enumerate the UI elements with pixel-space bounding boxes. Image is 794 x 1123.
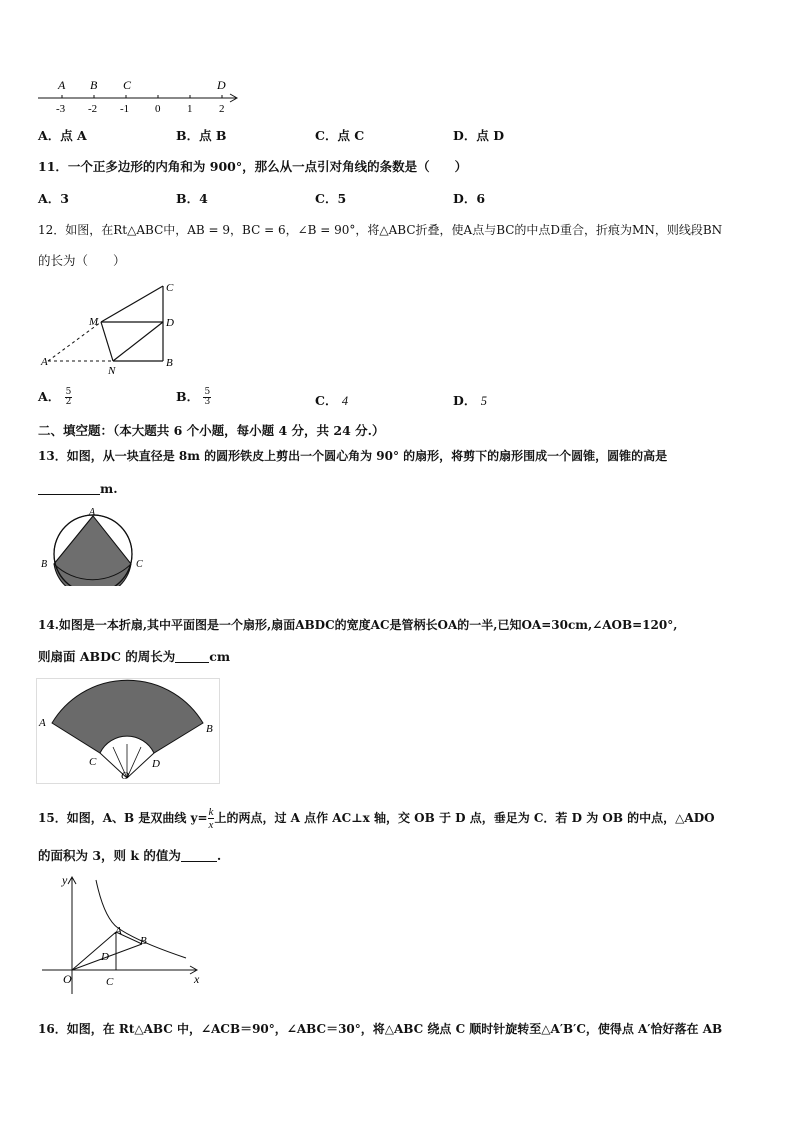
- point-label-d: D: [217, 78, 226, 92]
- q13-label-c: C: [136, 559, 143, 570]
- q13-unit: m.: [100, 481, 118, 496]
- q11-option-d: D．6: [453, 191, 486, 206]
- q14-label-a: A: [39, 717, 46, 729]
- q14-blank: [175, 650, 209, 663]
- q12-label-c: C: [166, 282, 174, 294]
- tick-label: 1: [187, 103, 193, 115]
- q11-text: 11．一个正多边形的内角和为 900°，那么从一点引对角线的条数是（ ）: [38, 159, 468, 174]
- point-label-a: A: [58, 78, 66, 92]
- fraction-denominator: 3: [204, 397, 211, 407]
- q12-option-c-value: 4: [341, 394, 349, 408]
- q15-hyperbola-figure: [38, 870, 208, 996]
- tick-label: 0: [155, 103, 161, 115]
- q14-label-c: C: [89, 756, 97, 768]
- q12-option-d: [453, 391, 487, 409]
- q12-option-d-prefix: D．: [453, 393, 477, 408]
- q15-label-y: y: [62, 873, 68, 887]
- q12-label-d: D: [166, 317, 174, 329]
- fraction-denominator: 2: [65, 397, 72, 407]
- fraction-denominator: x: [208, 819, 214, 831]
- q15-prefix: 15．如图，A、B 是双曲线 y=: [38, 811, 208, 825]
- q13-answer-line: [38, 481, 118, 496]
- q12-triangle-figure: [38, 278, 188, 376]
- q11-option-b: B．4: [176, 191, 208, 206]
- q15-blank: [181, 849, 217, 862]
- section-title: 二、填空题：（本大题共 6 个小题，每小题 4 分，共 24 分.）: [38, 423, 385, 438]
- q10-option-c: C．点 C: [315, 128, 365, 143]
- tick-label: -2: [88, 103, 98, 115]
- q12-option-a-prefix: A．: [38, 389, 61, 404]
- point-label-b: B: [90, 78, 98, 92]
- q15-label-x: x: [194, 972, 200, 986]
- q13-text: 13．如图，从一块直径是 8m 的圆形铁皮上剪出一个圆心角为 90° 的扇形，将剪下的扇形围成一个圆锥，圆锥的高是: [38, 449, 668, 463]
- q12-option-b: [176, 387, 211, 407]
- q15-text: [38, 806, 715, 831]
- q14-text-line2: [38, 647, 230, 665]
- q15-label-d: D: [101, 951, 109, 963]
- q12-option-c: [315, 391, 348, 409]
- q14-unit: cm: [209, 649, 231, 664]
- q15-label-o: O: [63, 972, 72, 986]
- number-line-figure: [34, 74, 244, 116]
- q14-line2-prefix: 则扇面 ABDC 的周长为: [38, 649, 176, 664]
- q14-label-b: B: [206, 723, 213, 735]
- q12-option-c-prefix: C．: [315, 393, 338, 408]
- q13-label-a: A: [89, 507, 96, 518]
- q15-label-b: B: [140, 935, 147, 947]
- q15-label-a: A: [115, 925, 122, 937]
- point-label-c: C: [123, 78, 132, 92]
- tick-label: 2: [219, 103, 225, 115]
- tick-label: -1: [120, 103, 130, 115]
- q12-option-b-prefix: B．: [176, 389, 200, 404]
- q12-label-b: B: [166, 357, 173, 369]
- fraction-numerator: 5: [65, 387, 72, 397]
- q12-label-a: A: [41, 356, 48, 368]
- q15-line2-text: 的面积为 3，则 k 的值为: [38, 848, 181, 863]
- q14-label-d: D: [152, 758, 160, 770]
- q12-label-m: M: [89, 316, 99, 328]
- q15-label-c: C: [106, 976, 114, 988]
- q12-text-line2: 的长为（ ）: [38, 253, 126, 268]
- q10-option-d: D．点 D: [453, 128, 505, 143]
- q13-blank: [38, 482, 100, 495]
- q14-text: 14.如图是一本折扇,其中平面图是一个扇形,扇面ABDC的宽度AC是管柄长OA的一半,已知OA=30cm,∠AOB=120°,: [38, 618, 678, 632]
- fraction-numerator: k: [208, 806, 214, 818]
- q12-text-line1: 12．如图，在Rt△ABC中，AB = 9，BC = 6，∠B = 90°，将△ABC折叠，使A点与BC的中点D重合，折痕为MN，则线段BN: [38, 223, 723, 237]
- q12-option-b-fraction: [203, 388, 211, 407]
- q16-text: 16．如图，在 Rt△ABC 中，∠ACB＝90°，∠ABC＝30°，将△ABC 绕点 C 顺时针旋转至△A′B′C，使得点 A′恰好落在 AB: [38, 1022, 723, 1036]
- q15-suffix: 上的两点，过 A 点作 AC⊥x 轴，交 OB 于 D 点，垂足为 C．若 D 为 OB 的中点，△ADO: [214, 811, 715, 825]
- q13-circle-sector-figure: [38, 506, 148, 586]
- q12-label-n: N: [108, 365, 116, 376]
- q11-option-c: C．5: [315, 191, 347, 206]
- q12-option-a: [38, 387, 72, 407]
- q12-option-d-value: 5: [480, 394, 487, 408]
- q15-text-line2: [38, 846, 221, 864]
- tick-label: -3: [56, 103, 66, 115]
- fraction-numerator: 5: [204, 387, 211, 397]
- q14-label-o: O: [121, 770, 129, 782]
- q15-end: .: [216, 848, 222, 863]
- q14-fan-figure: [36, 678, 220, 784]
- q11-option-a: A．3: [38, 191, 69, 206]
- q10-option-b: B．点 B: [176, 128, 227, 143]
- q12-option-a-fraction: [65, 388, 73, 407]
- q10-option-a: A．点 A: [38, 128, 87, 143]
- q13-label-b: B: [41, 559, 48, 570]
